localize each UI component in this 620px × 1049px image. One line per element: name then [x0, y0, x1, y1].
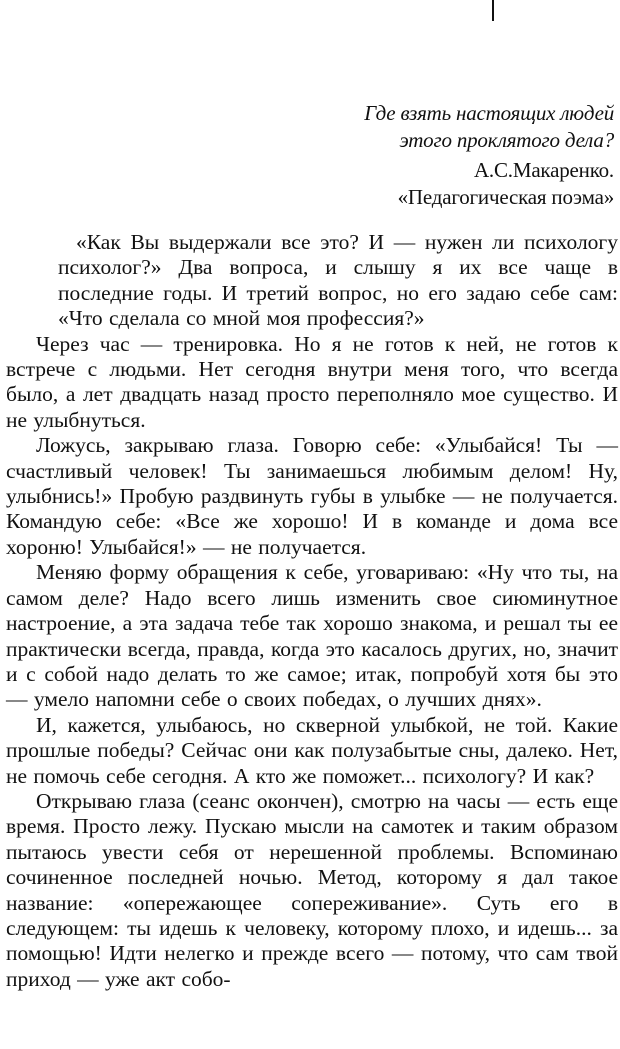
epigraph-author: А.С.Макаренко.: [473, 158, 614, 182]
paragraph: И, кажется, улыбаюсь, но скверной улыбкой, не той. Какие прошлые победы? Сейчас они как полузабытые сны, далеко. Нет, не помочь себе сегодня. А кто же поможет... психологу? И как?: [6, 712, 618, 788]
body-text: [6, 230, 618, 992]
paragraph: Через час — тренировка. Но я не готов к ней, не готов к встрече с людьми. Нет сегодня внутри меня того, что всегда было, а лет двадцать назад просто переполняло мое существо. И не улыбнуться.: [6, 331, 618, 432]
epigraph-source: «Педагогическая поэма»: [397, 185, 614, 209]
paragraph: Меняю форму обращения к себе, уговариваю: «Ну что ты, на самом деле? Надо всего лишь изменить свое сиюминутное настроение, а эта задача тебе так хорошо знакома, и решал ты ее практически всегда, правда, когда это касалось других, но, значит и с собой надо делать то же самое; итак, попробуй хотя бы это — умело напомни себе о своих победах, о лучших днях».: [6, 560, 618, 712]
epigraph-quote-line-2: этого проклятого дела?: [399, 128, 614, 152]
epigraph: [364, 100, 614, 211]
paragraph: «Как Вы выдержали все это? И — нужен ли психологу психолог?» Два вопроса, и слышу я их все чаще в последние годы. И третий вопрос, но его задаю себе сам: «Что сделала со мной моя профессия?»: [58, 230, 618, 331]
paragraph: Открываю глаза (сеанс окончен), смотрю на часы — есть еще время. Просто лежу. Пускаю мысли на самотек и таким образом пытаюсь увести себя от нерешенной проблемы. Вспоминаю сочиненное последней ночью. Метод, которому я дал такое название: «опережающее сопереживание». Суть его в следующем: ты идешь к человеку, которому плохо, и идешь... за помощью! Идти нелегко и прежде всего — потому, что сам твой приход — уже акт собо-: [6, 788, 618, 991]
epigraph-quote-line-1: Где взять настоящих людей: [364, 101, 614, 125]
page-edge-mark: [492, 0, 494, 21]
paragraph: Ложусь, закрываю глаза. Говорю себе: «Улыбайся! Ты — счастливый человек! Ты занимаешься любимым делом! Ну, улыбнись!» Пробую раздвинуть губы в улыбке — не получается. Командую себе: «Все же хорошо! И в команде и дома все хороню! Улыбайся!» — не получается.: [6, 433, 618, 559]
